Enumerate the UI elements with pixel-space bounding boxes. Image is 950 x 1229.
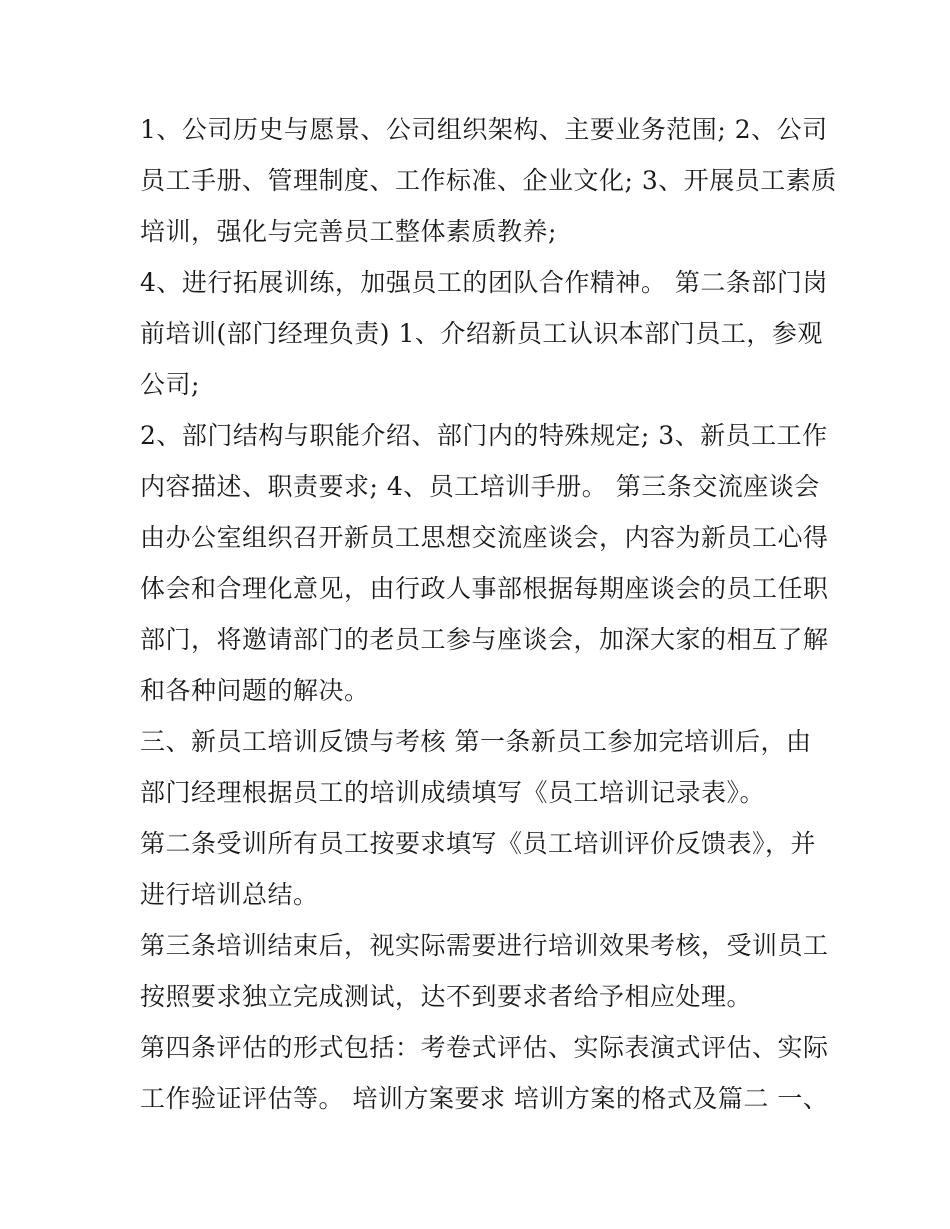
- text-line: 内容描述、职责要求; 4、员工培训手册。 第三条交流座谈会: [140, 472, 820, 501]
- text-line: 三、新员工培训反馈与考核 第一条新员工参加完培训后，由: [140, 727, 812, 756]
- text-line: 第三条培训结束后，视实际需要进行培训效果考核，受训员工: [140, 931, 829, 960]
- text-line: 第二条受训所有员工按要求填写《员工培训评价反馈表》，并: [140, 829, 817, 858]
- text-line: 部门，将邀请部门的老员工参与座谈会，加深大家的相互了解: [140, 625, 829, 654]
- text-line: 第四条评估的形式包括：考卷式评估、实际表演式评估、实际: [140, 1033, 829, 1062]
- text-line: 公司;: [140, 370, 200, 399]
- document-body: [140, 104, 837, 1124]
- text-line: 工作验证评估等。 培训方案要求 培训方案的格式及篇二 一、: [140, 1084, 829, 1113]
- text-line: 按照要求独立完成测试，达不到要求者给予相应处理。: [140, 982, 753, 1011]
- text-line: 前培训(部门经理负责) 1、介绍新员工认识本部门员工，参观: [140, 319, 823, 348]
- text-line: 4、进行拓展训练，加强员工的团队合作精神。 第二条部门岗: [140, 268, 828, 297]
- paragraph-7: [140, 1022, 829, 1124]
- text-line: 部门经理根据员工的培训成绩填写《员工培训记录表》。: [140, 778, 766, 807]
- paragraph-3: [140, 410, 829, 716]
- text-line: 体会和合理化意见，由行政人事部根据每期座谈会的员工任职: [140, 574, 829, 603]
- text-line: 和各种问题的解决。: [140, 676, 370, 705]
- text-line: 员工手册、管理制度、工作标准、企业文化; 3、开展员工素质: [140, 166, 837, 195]
- paragraph-2: [140, 257, 828, 410]
- text-line: 培训，强化与完善员工整体素质教养;: [140, 217, 557, 246]
- paragraph-6: [140, 920, 829, 1022]
- paragraph-1: [140, 104, 837, 257]
- text-line: 进行培训总结。: [140, 880, 319, 909]
- text-line: 由办公室组织召开新员工思想交流座谈会，内容为新员工心得: [140, 523, 829, 552]
- text-line: 2、部门结构与职能介绍、部门内的特殊规定; 3、新员工工作: [140, 421, 828, 450]
- paragraph-4: [140, 716, 820, 818]
- paragraph-5: [140, 818, 820, 920]
- text-line: 1、公司历史与愿景、公司组织架构、主要业务范围; 2、公司: [140, 115, 828, 144]
